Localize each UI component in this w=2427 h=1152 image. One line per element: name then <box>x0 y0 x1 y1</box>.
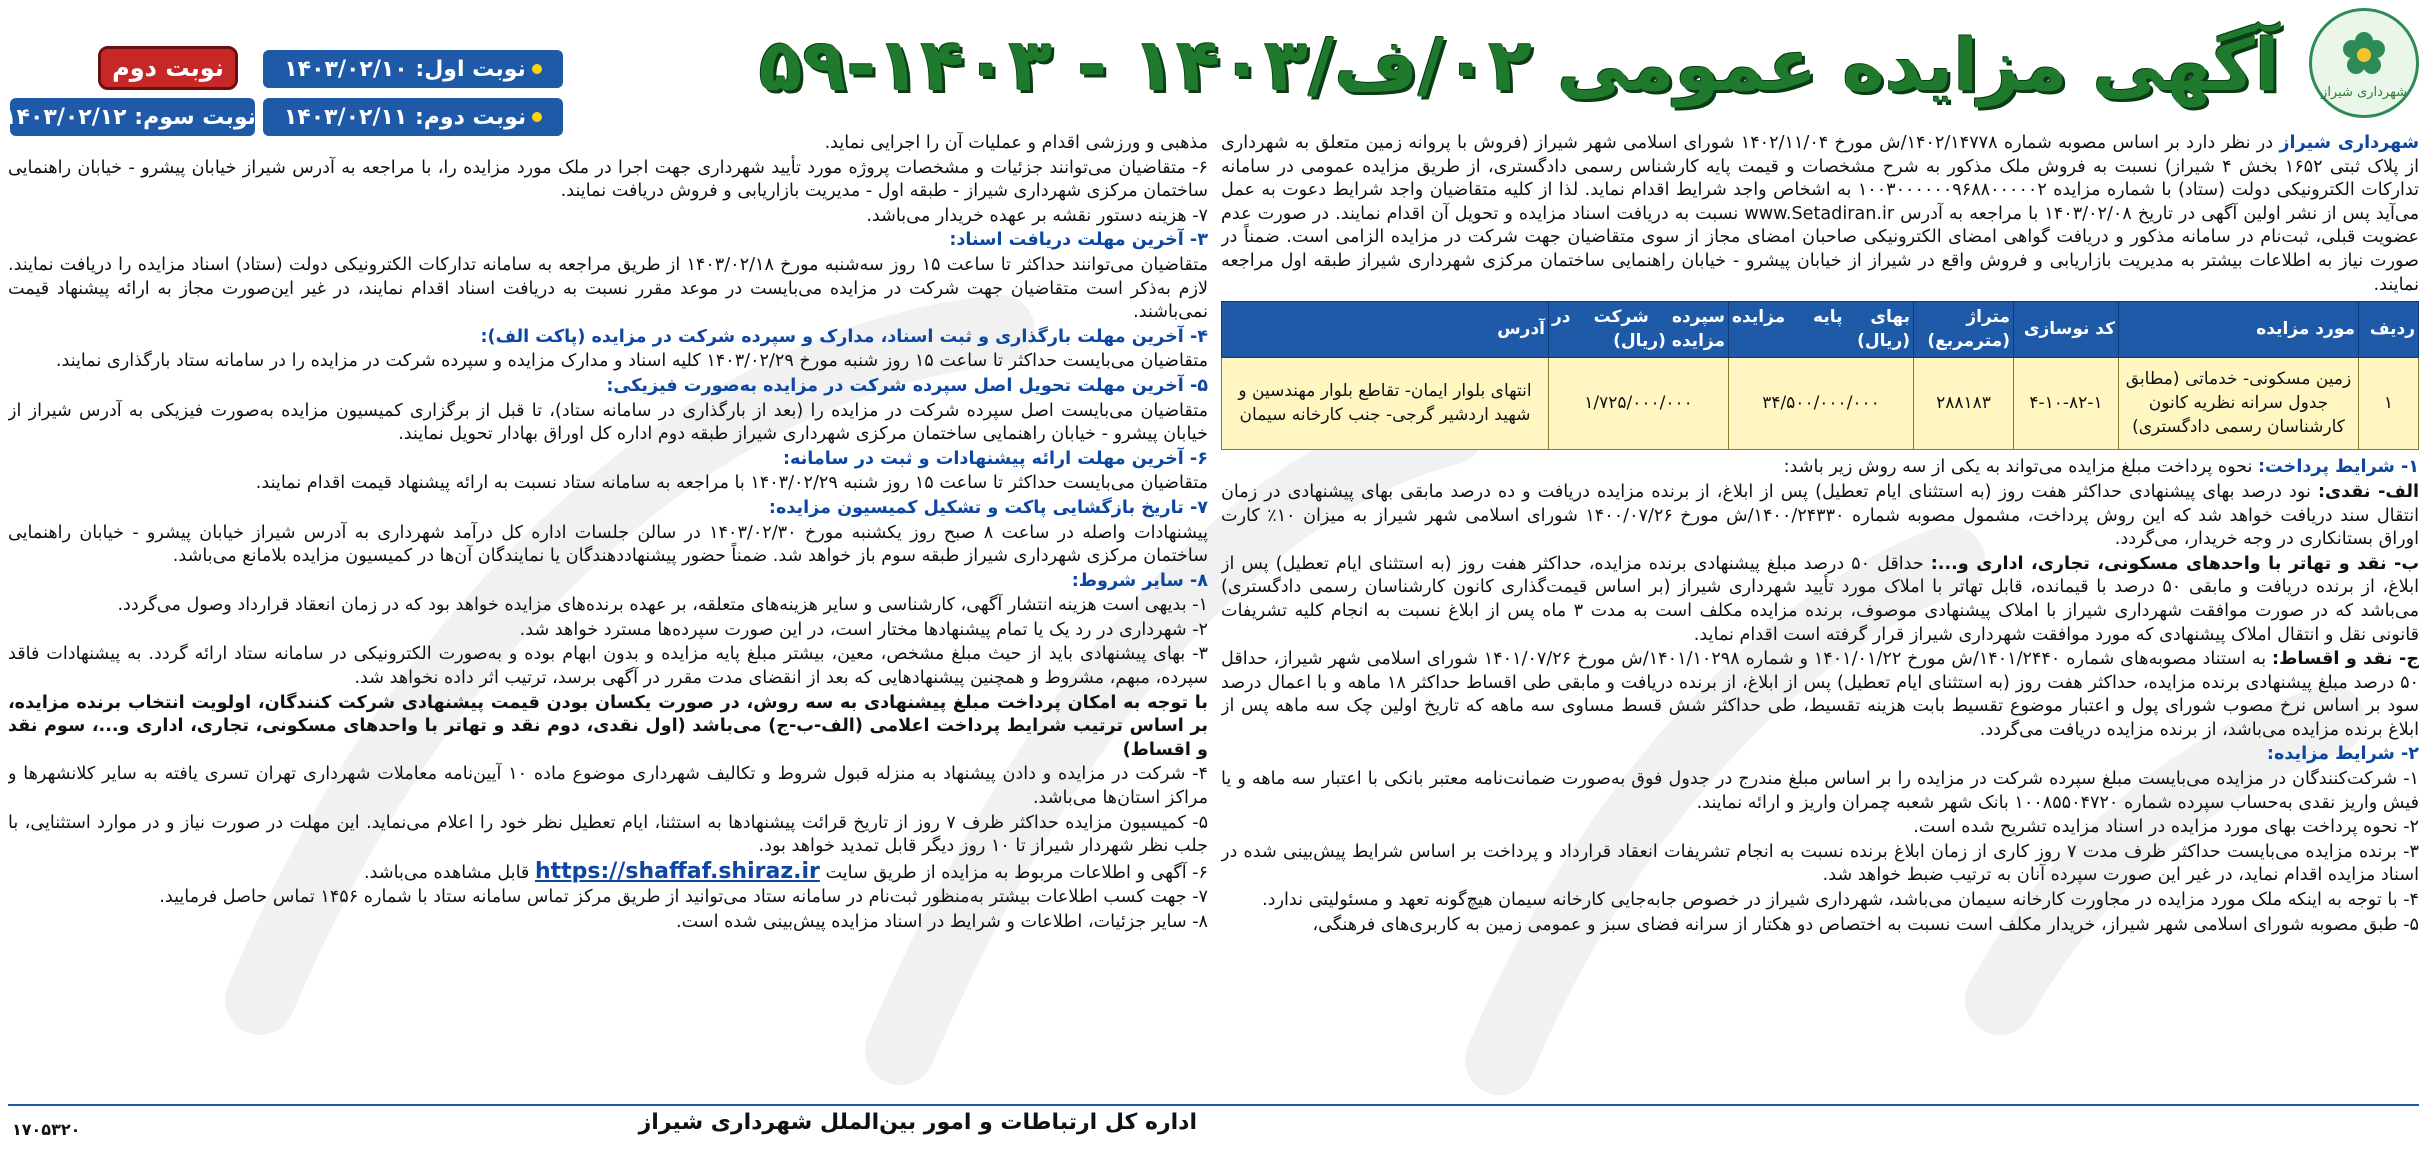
bullet-icon <box>532 112 542 122</box>
cell-code: ۴-۱۰-۸۲-۱ <box>2014 358 2119 450</box>
table-header-row <box>1222 302 2419 358</box>
website-prefix: ۶- آگهی و اطلاعات مربوط به مزایده از طریق سایت <box>825 862 1208 883</box>
section-text: متقاضیان می‌بایست حداکثر تا ساعت ۱۵ روز شنبه ۱۴۰۳/۰۲/۲۹ با مراجعه به سامانه ستاد نسبت به ارائه پیشنهاد قیمت اقدام نمایند. <box>255 473 1208 494</box>
list-item: ۱- شرکت‌کنندگان در مزایده می‌بایست مبلغ سپرده شرکت در مزایده را بر اساس مبلغ مندرج در جدول فوق به‌صورت ضمانت‌نامه معتبر بانکی با اعتبار سه ماهه و یا فیش واریز نقدی به‌حساب سپرده شماره ۱۰۰۸۵۵۰۴۷۲۰ بانک شهر شعبه چمران واریز و ارائه نمایند. <box>1221 769 2419 813</box>
priority-note: با توجه به امکان پرداخت مبلغ پیشنهادی به سه روش، در صورت یکسان بودن قیمت پیشنهادی شرکت کنندگان، اولویت انتخاب برنده مزایده، بر اساس ترتیب شرایط پرداخت اعلامی (الف-ب-ج) می‌باشد (اول نقدی، دوم نقد و تهاتر با واحدهای مسکونی، تجاری، اداری و...، سوم نقد و اقساط) <box>8 692 1208 760</box>
section-text: پیشنهادات واصله در ساعت ۸ صبح روز یکشنبه مورخ ۱۴۰۳/۰۲/۳۰ در سالن جلسات اداره کل درآمد شهرداری به آدرس شیراز خیابان پیشرو - خیابان راهنمایی ساختمان مرکزی شهرداری شیراز طبقه سوم باز خواهد شد. ضمناً حضور پیشنهاددهندگان یا نمایندگان آن‌ها در کمیسیون مزایده بلامانع می‌باشد. <box>8 522 1208 567</box>
list-item: ۵- کمیسیون مزایده حداکثر ظرف ۷ روز از تاریخ قرائت پیشنهادها به استثنا، ایام تعطیل نظر خود را اعلام می‌نماید. این مهلت در صورت نیاز و در موارد استثنایی، با جلب نظر شهردار شیراز تا ۱۰ روز دیگر قابل تمدید خواهد بود. <box>8 812 1208 857</box>
section-heading: ۷- تاریخ بازگشایی پاکت و تشکیل کمیسیون مزایده: <box>768 497 1208 518</box>
publication-turns <box>3 10 688 130</box>
flower-logo-icon <box>2336 27 2392 83</box>
list-item: ۴- با توجه به اینکه ملک مورد مزایده در مجاورت کارخانه سیمان می‌باشد، شهرداری شیراز در خصوص جابه‌جایی کارخانه سیمان هیچ‌گونه تعهد و مسئولیتی ندارد. <box>1262 890 2419 911</box>
turn-second-date <box>263 98 563 136</box>
intro-paragraph <box>1221 132 2419 297</box>
payment-option-barter <box>1221 553 2419 647</box>
list-item: ۷- جهت کسب اطلاعات بیشتر به‌منظور ثبت‌نام در سامانه ستاد می‌توانید از طریق مرکز تماس سامانه ستاد با شماره ۱۴۵۶ تماس حاصل فرمایید. <box>159 887 1208 908</box>
footer-code: ۱۷۰۵۳۲۰ <box>12 1120 81 1139</box>
header <box>3 6 2419 134</box>
transparency-site-link[interactable]: https://shaffaf.shiraz.ir <box>534 858 820 884</box>
cell-base-price: ۳۴/۵۰۰/۰۰۰/۰۰۰ <box>1729 358 1914 450</box>
turn-first-label: نوبت اول: ۱۴۰۳/۰۲/۱۰ <box>284 56 526 82</box>
list-item: ۲- شهرداری در رد یک یا تمام پیشنهادها مختار است، در این صورت سپرده‌ها مسترد خواهد شد. <box>519 619 1208 640</box>
list-item: ۱- بدیهی است هزینه انتشار آگهی، کارشناسی و سایر هزینه‌های متعلقه، بر عهده برنده‌های مزایده خواهد بود که در زمان انعقاد قرارداد وصول می‌گردد. <box>117 595 1208 616</box>
section-heading: ۲- شرایط مزایده: <box>2266 744 2419 765</box>
payment-conditions <box>1221 456 2419 480</box>
th-deposit: سپرده شرکت در مزایده (ریال) <box>1549 302 1729 358</box>
right-column <box>1221 132 2419 1107</box>
th-row: ردیف <box>2359 302 2419 358</box>
turn-third-date <box>3 98 256 136</box>
option-text: نود درصد بهای پیشنهادی حداکثر هفت روز (به استثنای ایام تعطیل) پس از ابلاغ، از برنده مزایده دریافت و ده درصد مابقی بهای پیشنهادی در زمان انتقال سند دریافت خواهد شد که این روش پرداخت، مشمول مصوبه شماره ۱۴۰۰/۲۴۳۳۰/ش مورخ ۱۴۰۰/۰۷/۲۶ شورای اسلامی شهر شیراز به میزان ۱۰٪ کارت اوراق بستانکاری در وجه خریدار، می‌گردد. <box>1221 481 2419 550</box>
cell-address: انتهای بلوار ایمان- تقاطع بلوار مهندسین و شهید اردشیر گرجی- جنب کارخانه سیمان <box>1222 358 1549 450</box>
section-heading: ۴- آخرین مهلت بارگذاری و ثبت اسناد، مدارک و سپرده شرکت در مزایده (پاکت الف): <box>480 326 1208 347</box>
option-text: حداقل ۵۰ درصد مبلغ پیشنهادی برنده مزایده، حداکثر هفت روز (به استثنای ایام تعطیل) پس از ابلاغ، از برنده دریافت و مابقی ۵۰ درصد با قیمانده، قابل تهاتر با املاک مورد تأیید شهرداری شیراز (بر اساس قیمت‌گذاری کانون کارشناسان رسمی دادگستری) می‌باشد که در صورت موافقت شهرداری شیراز با املاک پیشنهادی موصوف، برنده مزایده مکلف است به مدت ۳ ماه پس از ابلاغ نسبت به انجام کلیه تشریفات قانونی نقل و انتقال املاک پیشنهادی که مورد موافقت شهرداری شیراز قرار گرفته است اقدام نماید. <box>1221 553 2419 645</box>
section-text: متقاضیان می‌بایست حداکثر تا ساعت ۱۵ روز شنبه مورخ ۱۴۰۳/۰۲/۲۹ کلیه اسناد و مدارک مزایده و سپرده شرکت در مزایده را در سامانه ستاد بارگذاری نمایند. <box>55 351 1208 372</box>
payment-option-cash <box>1221 481 2419 552</box>
auction-items-table <box>1221 301 2419 450</box>
intro-text: در نظر دارد بر اساس مصوبه شماره ۱۴۰۲/۱۴۷۷۸/ش مورخ ۱۴۰۲/۱۱/۰۴ شورای اسلامی شهر شیراز (فروش با پروانه زمین متعلق به شهرداری از پلاک ثبتی ۱۶۵۲ بخش ۴ شیراز) نسبت به فروش ملک مذکور به شرح مشخصات و قیمت پایه کارشناس رسمی دادگستری، از طریق مزایده عمومی در سامانه تدارکات الکترونیکی دولت (ستاد) با شماره مزایده ۱۰۰۳۰۰۰۰۰۰۹۶۸۸۰۰۰۰۰۲ به اشخاص واجد شرایط اقدام نماید. لذا از کلیه متقاضیان واجد شرایط دعوت به عمل می‌آید پس از نشر اولین آگهی در تاریخ ۱۴۰۳/۰۲/۰۸ با مراجعه به آدرس www.Setadiran.ir نسبت به دریافت اسناد مزایده و تحویل آن اقدام نمایند. در صورت عدم عضویت قبلی، ثبت‌نام در سامانه مذکور و دریافت گواهی امضای الکترونیکی صاحبان امضای مجاز از سوی متقاضیان جهت شرکت در مزایده الزامی است. ضمناً در صورت نیاز به اطلاعات بیشتر به مدیریت بازاریابی و فروش واقع در شیراز از خیابان پیشرو - خیابان راهنمایی ساختمان مرکزی شهرداری شیراز طبقه اول مراجعه نمایند. <box>1221 133 2419 295</box>
footer-divider <box>8 1104 2419 1106</box>
auction-conditions-heading <box>1221 743 2419 767</box>
option-heading: ب- نقد و تهاتر با واحدهای مسکونی، تجاری، اداری و...: <box>1930 553 2419 574</box>
website-suffix: قابل مشاهده می‌باشد. <box>364 862 530 883</box>
payment-option-installment <box>1221 648 2419 742</box>
list-item: ۶- متقاضیان می‌توانند جزئیات و مشخصات پروژه مورد تأیید شهرداری جهت اجرا در ملک مورد مزایده را، با مراجعه به آدرس شیراز خیابان پیشرو - خیابان راهنمایی ساختمان مرکزی شهرداری شیراز - طبقه اول - مدیریت بازاریابی و فروش دریافت نمایند. <box>8 157 1208 202</box>
section-text: متقاضیان می‌بایست اصل سپرده شرکت در مزایده را (بعد از بارگذاری در سامانه ستاد)، تا قبل از برگزاری کمیسیون مزایده به‌صورت فیزیکی به آدرس شیراز از خیابان پیشرو - خیابان راهنمایی ساختمان مرکزی شهرداری شیراز طبقه دوم اداره کل اوراق بهادار تحویل نمایند. <box>8 400 1208 445</box>
section-heading: ۳- آخرین مهلت دریافت اسناد: <box>949 230 1208 251</box>
list-item-website <box>8 860 1208 886</box>
list-item: مذهبی و ورزشی اقدام و عملیات آن را اجرایی نماید. <box>824 133 1208 153</box>
th-item: مورد مزایده <box>2119 302 2359 358</box>
logo-caption: شهرداری شیراز <box>2321 84 2407 100</box>
list-item: ۳- برنده مزایده می‌بایست حداکثر ظرف مدت ۷ روز کاری از زمان ابلاغ برنده نسبت به انجام تشریفات انعقاد قرارداد و پرداخت بر اساس شرایط پیش‌بینی شده در اسناد مزایده اقدام نماید، در غیر این صورت سپرده آنان به ترتیب ضبط خواهد شد. <box>1221 841 2419 886</box>
cell-row: ۱ <box>2359 358 2419 450</box>
section-heading: ۸- سایر شروط: <box>1071 570 1208 591</box>
option-heading: ج- نقد و اقساط: <box>2272 649 2419 670</box>
left-column <box>8 132 1208 1107</box>
section-text: نحوه پرداخت مبلغ مزایده می‌تواند به یکی از سه روش زیر باشد: <box>1783 457 2253 478</box>
list-item: ۳- بهای پیشنهادی باید از حیث مبلغ مشخص، معین، بیشتر مبلغ پایه مزایده و بدون ابهام بوده و به‌صورت الکترونیکی در سامانه ستاد ارائه گردد. به پیشنهادات فاقد سپرده، مبهم، مشروط و همچنین پیشنهادهایی که بعد از انقضای مدت مقرر در آگهی برسد، ترتیب اثر داده نخواهد شد. <box>8 644 1208 689</box>
bullet-icon <box>532 64 542 74</box>
footer-office-name: اداره کل ارتباطات و امور بین‌الملل شهرداری شیراز <box>638 1110 1197 1135</box>
list-item: ۵- طبق مصوبه شورای اسلامی شهر شیراز، خریدار مکلف است نسبت به اختصاص دو هکتار از سرانه فضای سبز و عمومی زمین به کاربری‌های فرهنگی، <box>1312 914 2419 935</box>
list-item: ۴- شرکت در مزایده و دادن پیشنهاد به منزله قبول شروط و تکالیف شهرداری موضوع ماده ۱۰ آیین‌نامه معاملات شهرداری تهران تسری یافته به سایر کلانشهرها و مراکز استان‌ها می‌باشد. <box>8 764 1208 809</box>
intro-lead: شهرداری شیراز <box>2279 133 2419 153</box>
th-area: متراژ (مترمربع) <box>1914 302 2014 358</box>
section-heading: ۱- شرایط پرداخت: <box>2258 457 2419 478</box>
list-item: ۲- نحوه پرداخت بهای مورد مزایده در اسناد مزایده تشریح شده است. <box>1913 817 2419 838</box>
section-heading: ۵- آخرین مهلت تحویل اصل سپرده شرکت در مزایده به‌صورت فیزیکی: <box>606 375 1208 396</box>
list-item: ۸- سایر جزئیات، اطلاعات و شرایط در اسناد مزایده پیش‌بینی شده است. <box>676 912 1208 932</box>
shiraz-municipality-logo <box>2309 8 2419 118</box>
turn-third-label: نوبت سوم: ۱۴۰۳/۰۲/۱۲ <box>3 104 256 130</box>
section-heading: ۶- آخرین مهلت ارائه پیشنهادات و ثبت در سامانه: <box>783 448 1208 469</box>
list-item: ۷- هزینه دستور نقشه بر عهده خریدار می‌باشد. <box>866 205 1208 226</box>
option-text: به استناد مصوبه‌های شماره ۱۴۰۱/۲۴۴۰/ش مورخ ۱۴۰۱/۰۱/۲۲ و شماره ۱۴۰۱/۱۰۲۹۸/ش مورخ ۱۴۰۱/۰۷/۲۶ شورای اسلامی شهر شیراز، حداقل ۵۰ درصد مبلغ پیشنهادی برنده مزایده، حداکثر هفت روز (به استثنای ایام تعطیل) پس از ابلاغ، از برنده دریافت و مابقی طی اقساط حداکثر ۱۸ ماهه و با اعمال درصد سود بر اساس نرخ مصوب شورای پول و اعتبار موضوع تقسیط بابت هزینه تقسیط، طی حداکثر شش قسط مساوی سه ماهه که تاریخ اولین چک سه ماهه پس از ابلاغ برنده مزایده می‌باشد، از برنده مزایده دریافت می‌گردد. <box>1221 649 2419 740</box>
option-heading: الف- نقدی: <box>2317 481 2419 502</box>
th-address: آدرس <box>1222 302 1549 358</box>
section-text: متقاضیان می‌توانند حداکثر تا ساعت ۱۵ روز سه‌شنبه مورخ ۱۴۰۳/۰۲/۱۸ از طریق مراجعه به سامانه تدارکات الکترونیکی دولت (ستاد) اسناد مزایده را دریافت نمایند. لازم به‌ذکر است متقاضیان جهت شرکت در مزایده می‌بایست در موعد مقرر نسبت به دریافت اسناد اقدام نمایند، در غیر این‌صورت مجاز به ارائه پیشنهاد قیمت نمی‌باشند. <box>8 254 1208 323</box>
th-code: کد نوسازی <box>2014 302 2119 358</box>
turn-second-label: نوبت دوم: ۱۴۰۳/۰۲/۱۱ <box>283 104 527 130</box>
turn-first-date <box>263 50 563 88</box>
page-title: آگهی مزایده عمومی ۰۲/ف/۱۴۰۳ - ۱۴۰۳-۵۹ <box>758 23 2280 107</box>
cell-area: ۲۸۸۱۸۳ <box>1914 358 2014 450</box>
table-row <box>1222 358 2419 450</box>
current-turn-badge: نوبت دوم <box>98 46 238 90</box>
th-base-price: بهای پایه مزایده (ریال) <box>1729 302 1914 358</box>
cell-item: زمین مسکونی- خدماتی (مطابق جدول سرانه نظریه کانون کارشناسان رسمی دادگستری) <box>2119 358 2359 450</box>
cell-deposit: ۱/۷۲۵/۰۰۰/۰۰۰ <box>1549 358 1729 450</box>
